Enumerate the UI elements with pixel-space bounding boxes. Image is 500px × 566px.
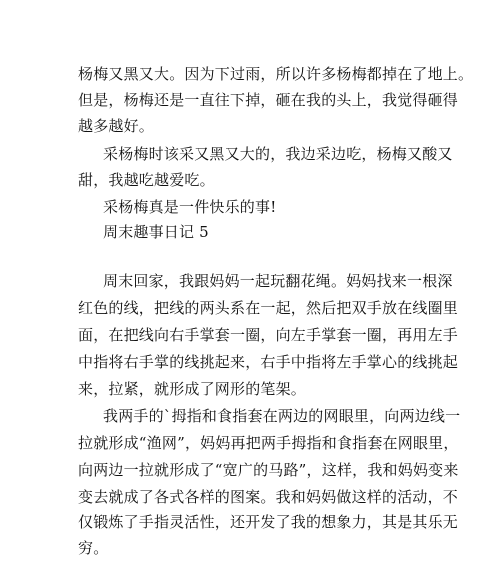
text-line: 来，拉紧，就形成了网形的笔架。 bbox=[78, 380, 307, 398]
text-line: 采杨梅真是一件快乐的事! bbox=[103, 198, 277, 216]
heading-line: 周末趣事日记 5 bbox=[103, 223, 209, 241]
text-line: 越多越好。 bbox=[78, 117, 155, 135]
text-line: 采杨梅时该采又黑又大的，我边采边吃，杨梅又酸又 bbox=[103, 145, 453, 163]
text-line: 向两边一拉就形成了“宽广的马路”，这样，我和妈妈变来 bbox=[78, 461, 459, 479]
text-line: 周末回家，我跟妈妈一起玩翻花绳。妈妈找来一根深 bbox=[103, 272, 453, 290]
text-line: 中指将右手掌的线挑起来，右手中指将左手掌心的线挑起 bbox=[78, 353, 459, 371]
text-line: 变去就成了各式各样的图案。我和妈妈做这样的活动，不 bbox=[78, 488, 459, 506]
text-line: 穷。 bbox=[78, 539, 109, 557]
text-line: 杨梅又黑又大。因为下过雨，所以许多杨梅都掉在了地上。 bbox=[78, 65, 474, 83]
text-line: 面，在把线向右手掌套一圈，向左手掌套一圈，再用左手 bbox=[78, 326, 459, 344]
text-line: 但是，杨梅还是一直往下掉，砸在我的头上，我觉得砸得 bbox=[78, 91, 459, 109]
text-line: 仅锻炼了手指灵活性，还开发了我的想象力，其是其乐无 bbox=[78, 513, 459, 531]
text-line: 拉就形成“渔网”，妈妈再把两手拇指和食指套在网眼里， bbox=[78, 434, 459, 452]
text-line: 甜，我越吃越爱吃。 bbox=[78, 171, 215, 189]
text-line: 我两手的`拇指和食指套在两边的网眼里，向两边线一 bbox=[103, 407, 461, 425]
text-line: 红色的线，把线的两头系在一起，然后把双手放在线圈里 bbox=[78, 299, 459, 317]
